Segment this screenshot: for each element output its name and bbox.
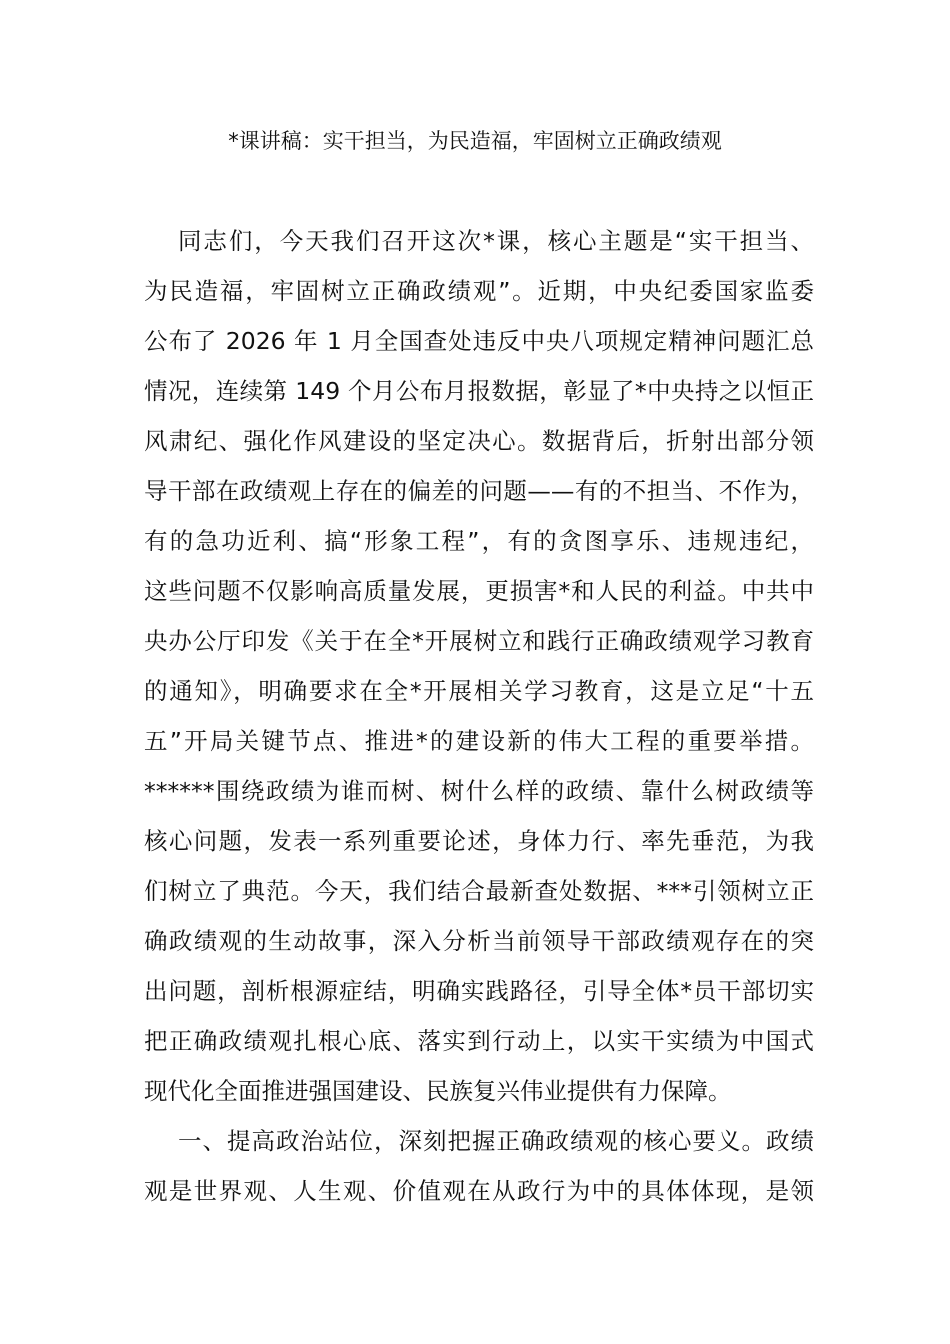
section-heading-line: 一、提高政治站位，深刻把握正确政绩观的核心要义。政绩 [178, 1127, 814, 1155]
text-line: 这些问题不仅影响高质量发展，更损害*和人民的利益。中共中 [144, 577, 814, 605]
text-line: 的通知》，明确要求在全*开展相关学习教育，这是立足“十五 [144, 677, 814, 705]
text-line: 核心问题，发表一系列重要论述，身体力行、率先垂范，为我 [144, 827, 814, 855]
text-line: 确政绩观的生动故事，深入分析当前领导干部政绩观存在的突 [144, 927, 814, 955]
text-line: 为民造福，牢固树立正确政绩观”。近期，中央纪委国家监委 [144, 277, 814, 305]
text-line: 把正确政绩观扎根心底、落实到行动上，以实干实绩为中国式 [144, 1027, 814, 1055]
text-line: 央办公厅印发《关于在全*开展树立和践行正确政绩观学习教育 [144, 627, 814, 655]
text-line: 同志们，今天我们召开这次*课，核心主题是“实干担当、 [178, 227, 814, 255]
text-line: 风肃纪、强化作风建设的坚定决心。数据背后，折射出部分领 [144, 427, 814, 455]
text-line: 们树立了典范。今天，我们结合最新查处数据、***引领树立正 [144, 877, 814, 905]
text-line: 情况，连续第 149 个月公布月报数据，彰显了*中央持之以恒正 [144, 377, 814, 405]
text-line: ******围绕政绩为谁而树、树什么样的政绩、靠什么树政绩等 [144, 777, 814, 805]
text-line: 现代化全面推进强国建设、民族复兴伟业提供有力保障。 [144, 1077, 732, 1105]
text-line: 五”开局关键节点、推进*的建设新的伟大工程的重要举措。 [144, 727, 814, 755]
document-title: *课讲稿：实干担当，为民造福，牢固树立正确政绩观 [228, 129, 722, 153]
text-line: 导干部在政绩观上存在的偏差的问题——有的不担当、不作为， [144, 477, 814, 505]
text-line: 公布了 2026 年 1 月全国查处违反中央八项规定精神问题汇总 [144, 327, 814, 355]
text-line: 出问题，剖析根源症结，明确实践路径，引导全体*员干部切实 [144, 977, 814, 1005]
text-line: 有的急功近利、搞“形象工程”，有的贪图享乐、违规违纪， [144, 527, 814, 555]
text-line: 观是世界观、人生观、价值观在从政行为中的具体体现，是领 [144, 1177, 814, 1205]
document-body [144, 224, 814, 1224]
